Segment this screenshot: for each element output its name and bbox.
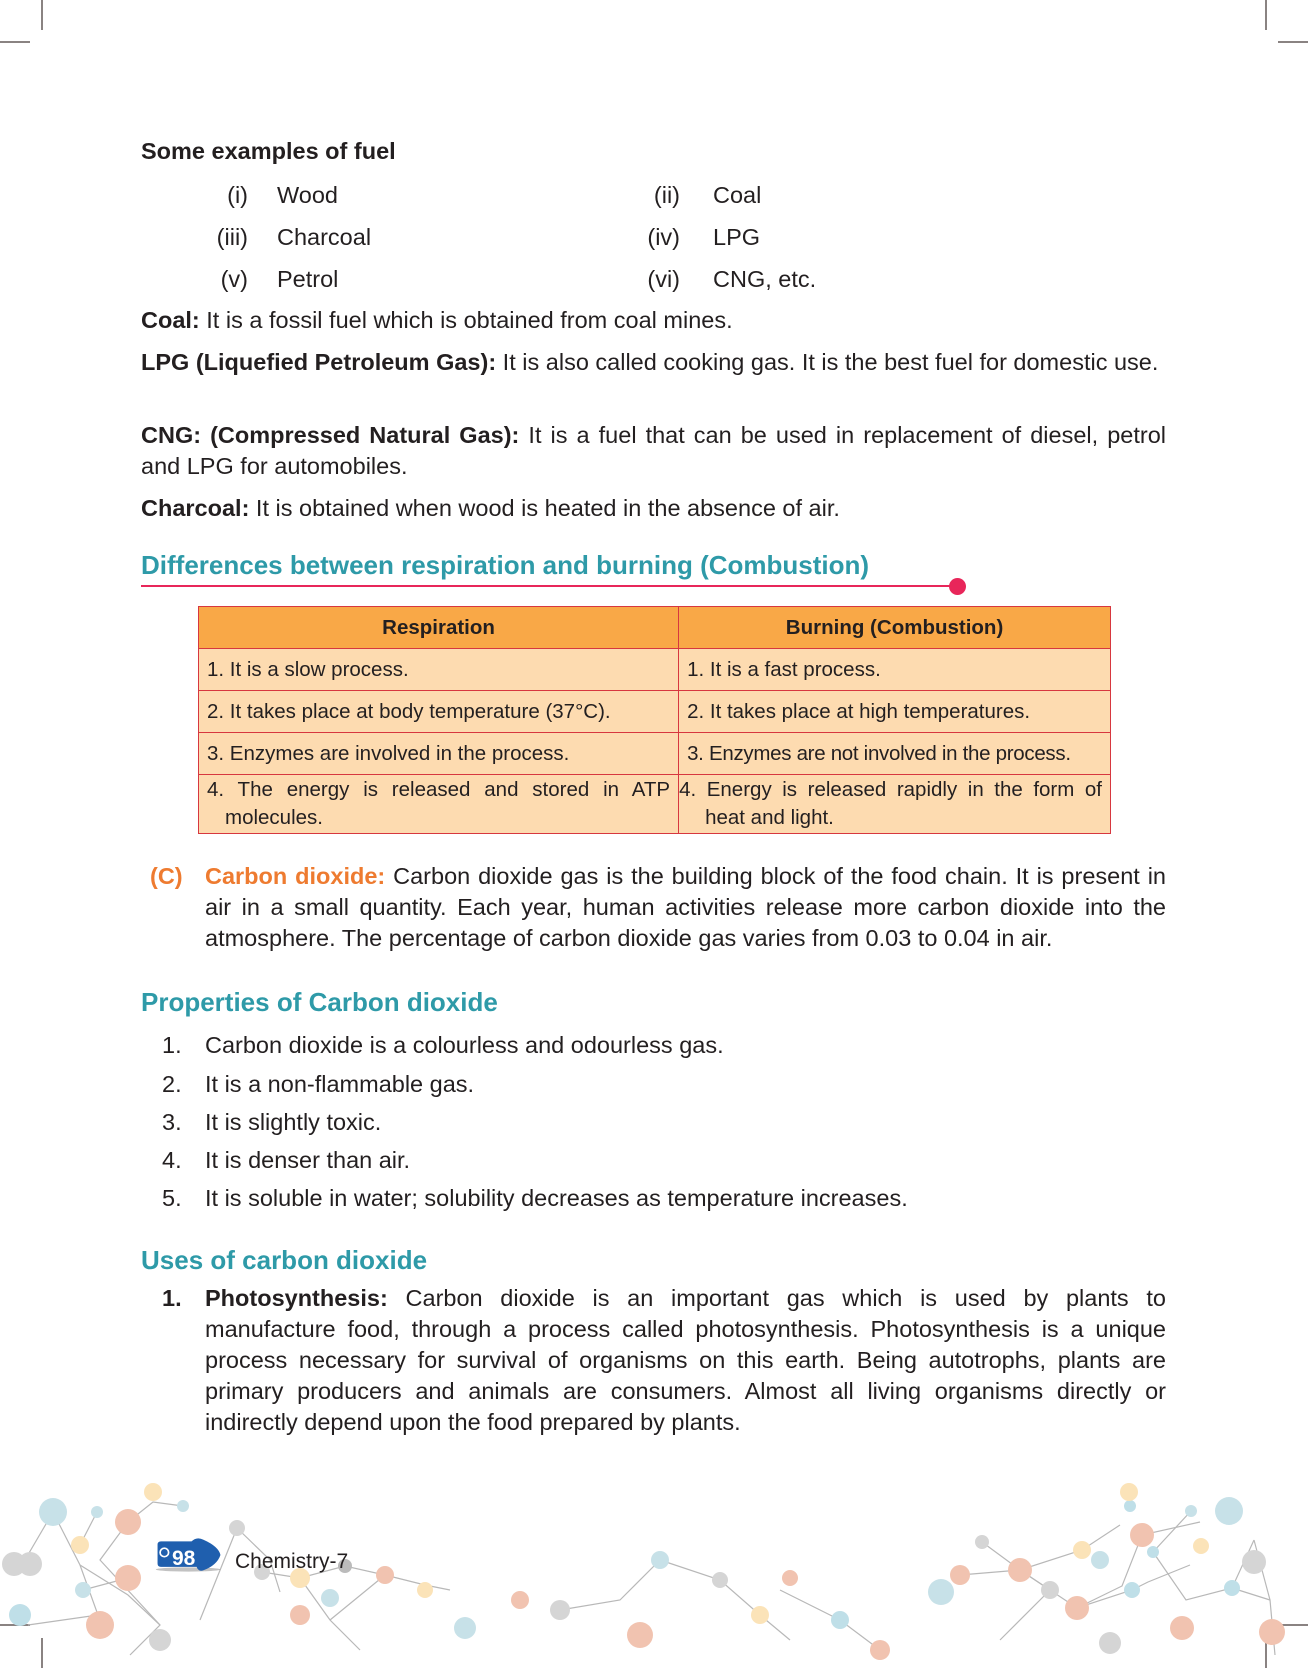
fuel-example-num: (iii)	[216, 224, 248, 250]
table-cell: 4. The energy is released and stored in ATP molecules.	[199, 775, 679, 834]
fuel-example-label: Petrol	[277, 266, 339, 292]
fuel-example-label: Charcoal	[277, 224, 372, 250]
use-num: 1.	[162, 1285, 182, 1311]
table-cell: 1. It is a fast process.	[679, 649, 1111, 691]
fuel-example-num: (vi)	[647, 266, 680, 292]
table-row	[199, 775, 1111, 834]
table-row	[199, 649, 1111, 691]
differences-table	[198, 606, 1111, 834]
fuel-example-label: Coal	[713, 182, 762, 208]
page-number: 98	[172, 1547, 196, 1570]
property-text: It is denser than air.	[205, 1147, 411, 1173]
differences-heading: Differences between respiration and burning (Combustion)	[141, 550, 870, 580]
table-row	[199, 691, 1111, 733]
fuel-example-num: (ii)	[653, 182, 680, 208]
property-num: 2.	[162, 1071, 182, 1097]
definition-term: Coal:	[141, 307, 200, 333]
heading-underline-dot-icon	[949, 578, 966, 595]
property-text: It is a non-flammable gas.	[205, 1071, 475, 1097]
fuel-example-num: (i)	[227, 182, 248, 208]
property-text: It is soluble in water; solubility decreases as temperature increases.	[205, 1185, 908, 1211]
fuel-examples-title: Some examples of fuel	[141, 138, 396, 164]
use-item-photosynthesis	[205, 1283, 1166, 1438]
table-cell: 2. It takes place at high temperatures.	[679, 691, 1111, 733]
fuel-example-item	[0, 180, 1308, 210]
table-header-row	[199, 607, 1111, 649]
definition-text: It is a fuel that can be used in replacement of diesel, petrol and LPG for automobiles.	[141, 422, 1166, 479]
table-cell: 1. It is a slow process.	[199, 649, 679, 691]
property-item	[162, 1107, 381, 1137]
heading-underline	[141, 585, 956, 587]
crop-mark-top-left-h	[0, 41, 30, 43]
definition-term: LPG (Liquefied Petroleum Gas):	[141, 349, 497, 375]
definition-lpg	[141, 347, 1166, 378]
fuel-example-label: Wood	[277, 182, 338, 208]
table-cell: 4. Energy is released rapidly in the form of heat and light.	[679, 775, 1111, 834]
definition-text: It is obtained when wood is heated in the absence of air.	[249, 495, 840, 521]
table-row	[199, 733, 1111, 775]
fuel-example-label: LPG	[713, 224, 761, 250]
carbon-dioxide-text: Carbon dioxide gas is the building block of the food chain. It is present in air in a small quantity. Each year, human activities release more carbon dioxide into the atmosphere. The percentage of carbon dioxide gas varies from 0.03 to 0.04 in air.	[205, 863, 1166, 951]
property-num: 5.	[162, 1185, 182, 1211]
property-item	[162, 1069, 474, 1099]
definition-term: Charcoal:	[141, 495, 250, 521]
definition-charcoal	[141, 493, 1166, 524]
definition-term: CNG: (Compressed Natural Gas):	[141, 422, 520, 448]
column-header-burning: Burning (Combustion)	[679, 607, 1111, 649]
carbon-dioxide-paragraph	[205, 861, 1166, 954]
fuel-example-label: CNG, etc.	[713, 266, 817, 292]
property-num: 3.	[162, 1109, 182, 1135]
fuel-example-num: (v)	[220, 266, 248, 292]
fuel-example-num: (iv)	[647, 224, 680, 250]
table-cell: 2. It takes place at body temperature (37°C).	[199, 691, 679, 733]
crop-mark-top-right-v	[1265, 0, 1267, 30]
fuel-example-item	[0, 264, 1308, 294]
property-text: Carbon dioxide is a colourless and odourless gas.	[205, 1032, 724, 1058]
definition-text: It is a fossil fuel which is obtained from coal mines.	[199, 307, 733, 333]
definition-coal	[141, 305, 1166, 336]
crop-mark-top-left-v	[41, 0, 43, 30]
properties-heading: Properties of Carbon dioxide	[141, 987, 498, 1017]
property-num: 4.	[162, 1147, 182, 1173]
uses-heading: Uses of carbon dioxide	[141, 1245, 428, 1275]
property-item	[162, 1183, 908, 1213]
property-item	[162, 1030, 724, 1060]
use-text: Carbon dioxide is an important gas which is used by plants to manufacture food, through a process called photosynthesis. Photosynthesis is a unique process necessary for survival of organisms on this earth. Being autotrophs, plants are primary producers and animals are consumers. Almost all living organisms directly or indirectly depend upon the food prepared by plants.	[205, 1285, 1166, 1435]
table-cell: 3. Enzymes are involved in the process.	[199, 733, 679, 775]
table-cell: 3. Enzymes are not involved in the process.	[679, 733, 1111, 775]
carbon-dioxide-term: Carbon dioxide:	[205, 863, 386, 889]
definition-cng	[141, 420, 1166, 482]
property-num: 1.	[162, 1032, 182, 1058]
property-item	[162, 1145, 410, 1175]
fuel-example-item	[0, 222, 1308, 252]
crop-mark-top-right-h	[1278, 41, 1308, 43]
use-term: Photosynthesis:	[205, 1285, 388, 1311]
property-text: It is slightly toxic.	[205, 1109, 382, 1135]
definition-text: It is also called cooking gas. It is the best fuel for domestic use.	[496, 349, 1159, 375]
column-header-respiration: Respiration	[199, 607, 679, 649]
section-marker: (C)	[150, 863, 183, 889]
book-title: Chemistry-7	[235, 1550, 349, 1573]
